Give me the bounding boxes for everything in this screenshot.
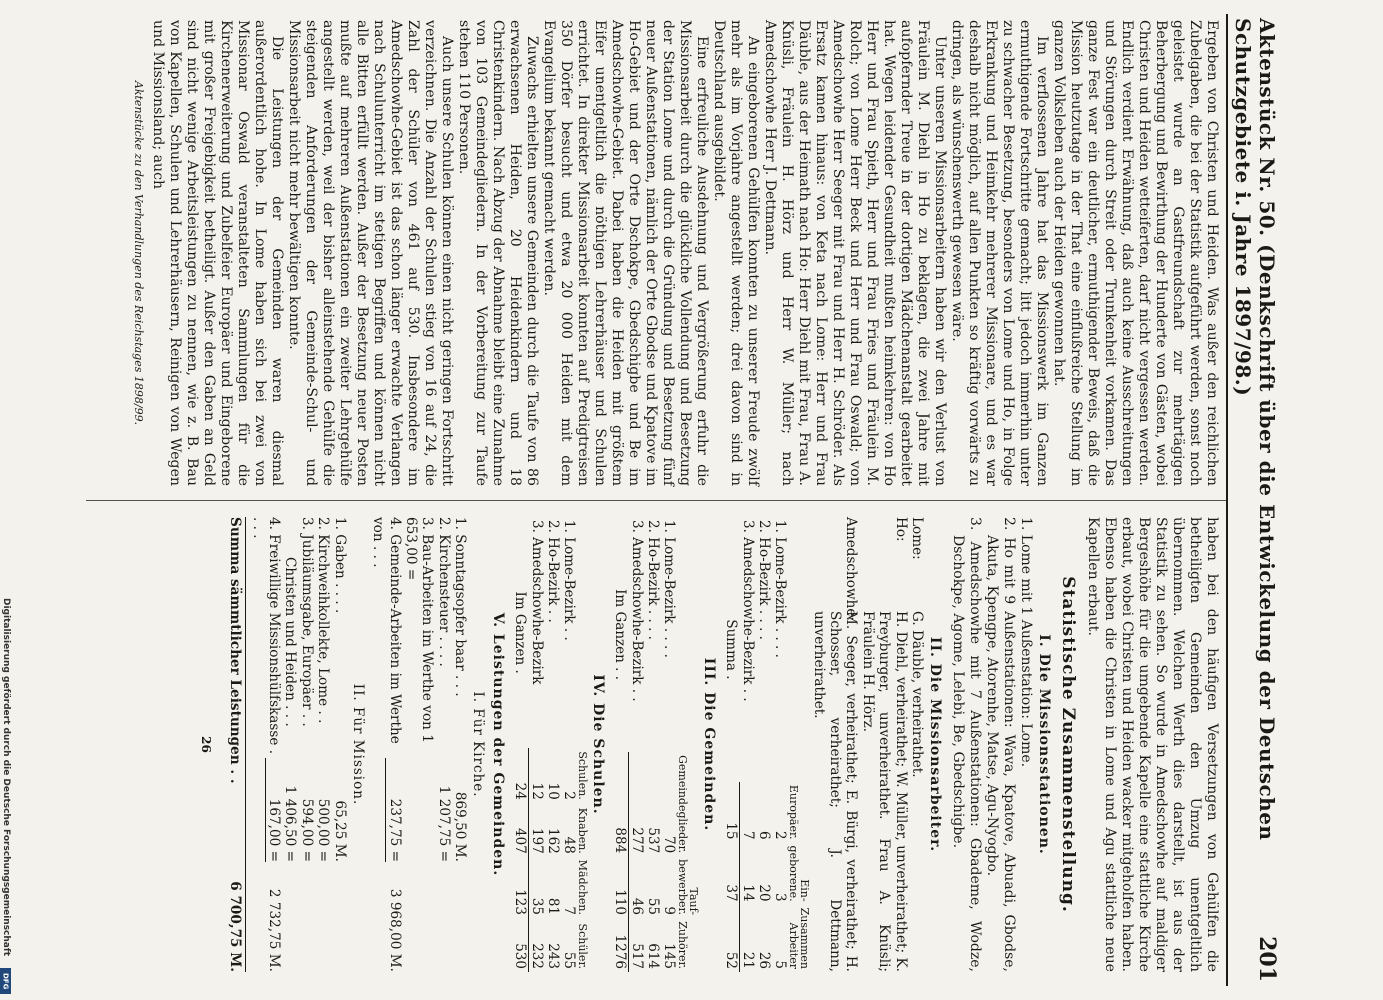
cell: 2 — [772, 830, 789, 840]
cell: 145 — [661, 943, 678, 969]
cell: 407 — [512, 803, 529, 857]
column-header: Zuhörer. — [676, 921, 690, 969]
ledger-label: 2. Kirchweihkollekte, Lome . . — [315, 517, 332, 724]
paragraph: Ergeben von Christen und Heiden. Was außer den reichlichen Zubelgaben, die bei der Statistik aufgeführt werden, sonst noch geleistet wurde an Gastfreundschaft zur mehrtägigen Beherbergung und Bewirthung der Hunderte von Gästen, wobei Christen und Heiden wetteiferten, darf nicht vergessen werden. Endlich verdient Erwähnung, daß auch keine Ausschreitungen und Störungen durch Streit oder Trunkenheit vorkamen. Das ganze Fest war ein deutlicher, ermuthigender Beweis, daß die Mission heutzutage in der That eine einflußreiche Stellung im ganzen Volksleben auch der Heiden gewonnen hat. — [1051, 20, 1220, 486]
worker-place: Amedschowhe: — [843, 517, 860, 621]
row-label: 2. Ho-Bezirk . . . . — [645, 520, 662, 640]
worker-place: Ho: — [892, 517, 909, 542]
ledger-row — [435, 517, 451, 972]
cell: 52 — [723, 905, 740, 972]
congregations-table — [612, 517, 699, 972]
page-title: Aktenstück Nr. 50. (Denkschrift über die Entwickelung der Deutschen Schutzgebiete i. Jahre 1897/98.) — [1231, 18, 1279, 841]
sum-label: Im Ganzen . . — [612, 589, 629, 680]
cell: 26 — [756, 951, 773, 969]
grand-total-row — [227, 517, 246, 972]
cell: 7 — [740, 830, 757, 840]
page-number: 201 — [1254, 936, 1280, 982]
ledger-label: 1. Sonntagsopfer baar . . . — [452, 517, 469, 697]
cell: 48 — [561, 836, 578, 854]
schools-table — [512, 517, 588, 972]
table-row — [561, 517, 577, 972]
ledger-label: 3. Bau-Arbeiten im Werthe von 1 653,00 = — [402, 517, 436, 743]
list-item: 2. Ho mit 9 Außenstationen: Wava, Kpatove, Abuadi, Gbodse, Akuta, Kpengpe, Atorenhe, Matse, Agu-Nyogbo. — [984, 517, 1017, 972]
section-title-congregations: III. Die Gemeinden. — [701, 657, 718, 832]
ledger-label: 3. Jubiläumsgabe, Europäer . . — [298, 517, 315, 727]
cell: 35 — [529, 897, 546, 915]
dfg-logo: DFG — [0, 968, 11, 994]
ledger-row — [452, 517, 468, 972]
cell: 55 — [645, 897, 662, 915]
church-ledger — [370, 517, 468, 972]
ledger-amount: 869,50 M. — [452, 791, 469, 862]
list-item — [810, 517, 859, 972]
ledger-row — [315, 517, 331, 972]
ledger-row — [331, 517, 347, 972]
table-row — [545, 517, 561, 972]
ledger-subtotal: 3 968,00 M. — [386, 888, 403, 972]
table-row — [772, 517, 788, 972]
worker-names: M. Seeger, verheirathet; E. Bürgi, verheirathet; H. Schosser, verheirathet; J. Dettmann, unverheirathet. — [810, 611, 860, 972]
grand-total-amount: 6 700,75 M. — [227, 881, 244, 972]
cell: 2 — [561, 791, 578, 800]
paragraph: An eingeborenen Gehülfen konnten zu unserer Freude zwölf mehr als im Vorjahre angestellt werden; drei davon sind in Deutschland ausgebildet. — [711, 20, 761, 486]
column-header: Gemeindeglieder. — [676, 755, 690, 854]
sum-label: Im Ganzen . — [512, 591, 529, 674]
row-label: 3. Amedschowhe-Bezirk . . — [739, 520, 756, 702]
ledger-row — [299, 517, 315, 972]
ledger-amount: 500,00 = — [315, 798, 332, 862]
grand-total-label: Summa sämmtlicher Leistungen . . — [227, 517, 244, 784]
ledger-subtotal: 2 732,75 M. — [266, 888, 283, 972]
cell: 81 — [545, 897, 562, 915]
cell: 7 — [561, 906, 578, 915]
cell: 243 — [545, 943, 562, 969]
cell: 197 — [529, 828, 546, 854]
list-item: 3. Amedschowhe mit 7 Außenstationen: Gbademe, Wodze, Dschokpe, Agome, Lelebi, Be, Gbedschigbe. — [950, 517, 983, 972]
column-header: Ein-geborene. — [787, 845, 812, 902]
ledger-amount: 594,00 = — [298, 798, 315, 862]
cell: 884 — [612, 752, 629, 856]
page-header — [1226, 14, 1286, 986]
ledger-amount: 167,00 = — [265, 758, 282, 862]
worker-place: Lome: — [909, 517, 925, 560]
cell: 46 — [629, 897, 646, 915]
table-sum-row — [723, 517, 740, 972]
cell: 12 — [529, 782, 546, 800]
cell: 15 — [723, 782, 740, 843]
cell: 21 — [740, 951, 757, 969]
cell: 14 — [740, 884, 757, 902]
row-label: 3. Amedschowhe-Bezirk — [528, 520, 545, 685]
section-title-statistics: Statistische Zusammenstellung. — [1058, 576, 1078, 913]
ledger-label: Christen und Heiden . . . — [282, 557, 299, 727]
row-label: 3. Amedschowhe-Bezirk . . — [628, 520, 645, 702]
column-header: Mädchen. — [576, 859, 590, 915]
table-sum-row — [612, 517, 629, 972]
left-column — [86, 14, 1226, 500]
two-column-body — [86, 14, 1226, 986]
ledger-row — [403, 517, 436, 972]
workers-table — [723, 517, 810, 972]
cell: 6 — [756, 830, 773, 840]
cell: 24 — [512, 748, 529, 802]
table-row — [645, 517, 661, 972]
cell: 614 — [645, 943, 662, 969]
row-label: 1. Lome-Bezirk . . — [561, 520, 578, 641]
cell: 10 — [545, 782, 562, 800]
paragraph: Die Leistungen der Gemeinden waren diesmal außerordentlich hohe. In Lome haben sich bei zwei von Missionar Oswald veranstalteten Sammlungen für die Kirchenerweiterung und Zubelfeier Europäer und Eingeborene mit großer Freigebigkeit betheiligt. Außer den Gaben an Geld sind nicht wenige Arbeitsleistungen zu nennen, wie z. B. Bau von Kapellen, Schulen und Lehrerhäusern, Reinigen von Wegen und Missionsland; auch — [150, 20, 285, 486]
cell: 3 — [772, 893, 789, 902]
list-item — [859, 517, 908, 972]
ledger-label: 1. Gaben . . . . — [331, 517, 348, 614]
list-item — [909, 517, 925, 972]
column-header: Zusammen Arbeiter — [787, 907, 812, 969]
sum-label: Summa . — [723, 619, 740, 680]
cell: 1276 — [612, 918, 629, 972]
column-header: Europäer. — [787, 784, 801, 840]
paragraph: haben bei den häufigen Versetzungen von Gehülfen die betheiligten Gemeinden den Umzug unentgeltlich übernommen. Welchen Werth dies darstellt, ist aus der Statistik zu sehen. So wurde in Amedschowhe auf maldiger Bergeshöhe für die umgebende Kapelle eine stattliche Kirche erbaut, wobei Christen und Heiden wacker mitgeholfen haben. Ebenso haben die Christen in Lome und Agu stattliche neue Kapellen erbaut. — [1085, 517, 1220, 972]
column-header: Tauf-bewerber. — [676, 859, 701, 916]
cell: 537 — [645, 827, 662, 854]
document-page — [55, 0, 1290, 1000]
cell: 9 — [661, 906, 678, 915]
signature-number: 26 — [198, 736, 213, 753]
cell: 530 — [512, 918, 529, 972]
row-label: 1. Lome-Bezirk . . . . — [661, 520, 678, 658]
section-title-contributions: V. Leistungen der Gemeinden. — [490, 612, 507, 877]
table-header-row — [577, 517, 588, 972]
section-title-schools: IV. Die Schulen. — [590, 674, 607, 815]
table-row — [529, 517, 546, 972]
cell: 37 — [723, 843, 740, 905]
ledger-label: 4. Freiwillige Missionshülfskasse . . . . — [249, 517, 283, 755]
cell: 232 — [529, 943, 546, 969]
table-row — [740, 517, 757, 972]
column-header: Schüler. — [576, 923, 590, 969]
row-label: 1. Lome-Bezirk . . . . — [772, 520, 789, 658]
stations-list — [949, 517, 1034, 972]
ledger-row — [249, 517, 282, 972]
ledger-label: 4. Gemeinde-Arbeiten im Werthe von . . . — [370, 517, 403, 744]
digitization-credit — [0, 0, 10, 1000]
digitization-credit-text: Digitalisierung gefördert durch die Deutsche Forschungsgemeinschaft — [1, 598, 11, 957]
section-title-stations: I. Die Missionsstationen. — [1036, 634, 1052, 855]
table-row — [756, 517, 772, 972]
worker-names: G. Däuble, verheirathet. — [909, 611, 925, 778]
row-label: 2. Ho-Bezirk . . — [545, 520, 562, 623]
right-column — [86, 500, 1226, 986]
mission-ledger — [227, 517, 348, 972]
cell: 110 — [612, 856, 629, 918]
worker-names: H. Diehl, verheirathet; W. Müller, unverheirathet; K. Freyburger, unverheirathet. Frau A. Knüsli; Fräulein H. Hörz. — [859, 611, 909, 972]
cell: 20 — [756, 884, 773, 902]
table-sum-row — [512, 517, 529, 972]
ledger-amount: 1 207,75 = — [435, 785, 452, 862]
ledger-row — [370, 517, 403, 972]
cell: 5 — [772, 960, 789, 969]
ledger-amount: 1 406,50 = — [282, 785, 299, 862]
footnote: Aktenstücke zu den Verhandlungen des Reichstages 1898/99. — [132, 80, 145, 426]
list-item: 1. Lome mit 1 Außenstation: Lome. — [1018, 517, 1034, 768]
ledger-row — [282, 517, 298, 972]
paragraph: Auch unsere Schulen können einen nicht geringen Fortschritt verzeichnen. Die Anzahl der Schulen stieg von 16 auf 24, die Zahl der Schüler von 461 auf 530. Insbesondere im Amedschowhe-Gebiet ist das schon länger erwachte Verlangen nach Schulunterricht im stetigen Begriffen und können nicht alle Bitten erfüllt werden. Außer der Besetzung neuer Posten mußte auf mehreren Außenstationen ein zweiter Lehrgehülfe angestellt werden, weil der bisher alleinstehende Gehülfe die steigenden Anforderungen der Gemeinde-Schul- und Missionsarbeit nicht mehr bewältigen konnte. — [286, 20, 455, 486]
cell: 517 — [629, 943, 646, 969]
table-header-row — [788, 517, 810, 972]
table-row — [661, 517, 677, 972]
cell: 123 — [512, 857, 529, 918]
column-header: Schulen. — [576, 751, 590, 800]
cell: 70 — [661, 835, 678, 854]
cell: 55 — [561, 951, 578, 969]
cell: 277 — [629, 827, 646, 854]
workers-list — [810, 517, 925, 972]
ledger-amount: 237,75 = — [385, 758, 402, 862]
table-header-row — [677, 517, 699, 972]
cell: 162 — [545, 828, 562, 854]
paragraph: Unter unseren Missionsarbeitern haben wir den Verlust von Fräulein M. Diehl in Ho zu beklagen, die zwei Jahre mit aufopfernder Treue in der dortigen Mädchenanstalt gearbeitet hat. Wegen leidender Gesundheit mußten heimkehren: von Ho Herr und Frau Spieth, Herr und Frau Fries und Fräulein M. Rolch; von Lome Herr Beck und Herr und Frau Oswald; von Amedschowhe Herr Seeger mit Frau und Herr H. Schröder. Als Ersatz kamen hinaus: von Keta nach Lome: Herr und Frau Däuble, aus der Heimath nach Ho: Herr Diehl mit Frau, Frau A. Knüsli, Fräulein H. Hörz und Herr W. Müller; nach Amedschowhe Herr J. Dettmann. — [762, 20, 948, 486]
table-row — [629, 517, 646, 972]
ledger-label: 2. Kirchensteuer . . . . — [435, 517, 452, 667]
column-header: Knaben. — [576, 807, 590, 854]
ledger-amount: 65,25 M. — [331, 800, 348, 862]
row-label: 2. Ho-Bezirk . . . . — [756, 520, 773, 640]
paragraph: Im verflossenen Jahre hat das Missionswerk im Ganzen ermuthigende Fortschritte gemacht; litt jedoch immerhin unter zu schwacher Besetzung, besonders von Lome und Ho, in Folge Erkrankung und Heimkehr mehrerer Missionare, und es war deshalb nicht möglich, auf allen Punkten so kräftig vorwärts zu dringen, als wünschenswerth gewesen wäre. — [949, 20, 1050, 486]
subsection-title-mission: II. Für Mission. — [349, 683, 366, 806]
subsection-title-church: I. Für Kirche. — [470, 691, 487, 798]
paragraph: Eine erfreuliche Ausdehnung und Vergrößerung erfuhr die Missionsarbeit durch die glückliche Vollendung und Besetzung der Station Lome und durch die Gründung und Besetzung fünf neuer Außenstationen, nämlich der Orte Gbodse und Kpatove im Ho-Gebiet und der Orte Dschokpe, Gbedschigbe und Be im Amedschowhe-Gebiet. Dabei haben die Heiden mit größtem Eifer unentgeltlich die nöthigen Lehrerhäuser und Schulen errichtet. In direkter Missionsarbeit konnten auf Predigtreisen 350 Dörfer besucht und etwa 20 000 Heiden mit dem Evangelium bekannt gemacht werden. — [541, 20, 710, 486]
paragraph: Zuwachs erhielten unsere Gemeinden durch die Taufe von 86 erwachsenen Heiden, 20 Heidenkindern und 18 Christenkindern. Nach Abzug der Abnahme bleibt eine Zunahme von 103 Gemeindegliedern. In der Vorbereitung zur Taufe stehen 110 Personen. — [456, 20, 540, 486]
section-title-workers: II. Die Missionsarbeiter. — [927, 636, 943, 853]
